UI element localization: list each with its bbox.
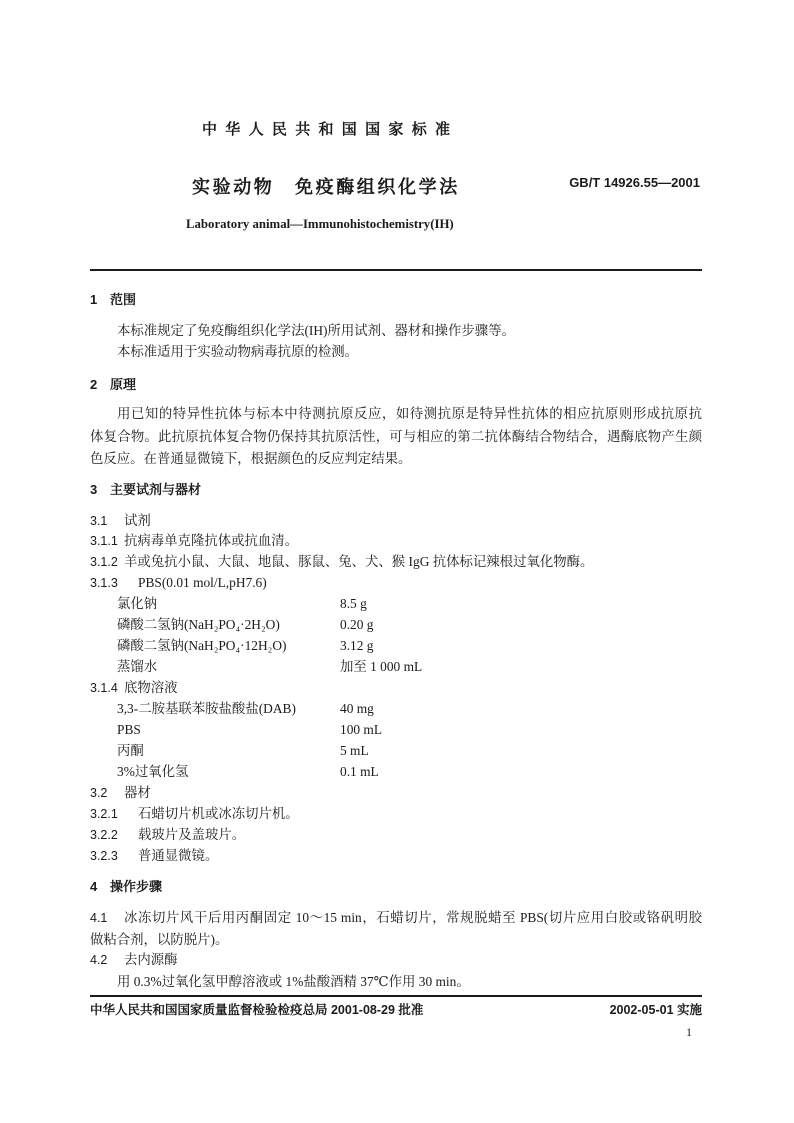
footer-approval: 中华人民共和国国家质量监督检验检疫总局 2001-08-29 批准	[90, 1003, 424, 1017]
section-4-title: 操作步骤	[110, 879, 163, 894]
reagent-row-name: 3,3-二胺基联苯胺盐酸盐(DAB)	[117, 701, 296, 716]
item-3-2-2-number: 3.2.2	[90, 828, 118, 842]
item-3-1-2-number: 3.1.2	[90, 555, 118, 569]
item-3-1-2-text: 羊或兔抗小鼠、大鼠、地鼠、豚鼠、兔、犬、猴 IgG 抗体标记辣根过氧化物酶。	[124, 554, 594, 569]
section-2-line-3: 色反应。在普通显微镜下，根据颜色的反应判定结果。	[90, 451, 412, 466]
document-title-en: Laboratory animal—Immunohistochemistry(IH)	[186, 217, 454, 231]
item-4-1-line-1: 冰冻切片风干后用丙酮固定 10～15 min，石蜡切片，常规脱蜡至 PBS(切片应用白胶或铬矾明胶	[124, 910, 702, 925]
item-3-2-3-text: 普通显微镜。	[138, 848, 219, 863]
section-2-number: 2	[90, 377, 98, 392]
page-number: 1	[686, 1025, 692, 1039]
section-2-line-1: 用已知的特异性抗体与标本中待测抗原反应，如待测抗原是特异性抗体的相应抗原则形成抗原抗	[117, 406, 702, 421]
reagent-row-name: 丙酮	[117, 743, 144, 758]
footer-rule	[90, 995, 702, 997]
header-rule	[90, 269, 702, 271]
reagent-row-name: 3%过氧化氢	[117, 764, 189, 779]
section-1-line-1: 本标准规定了免疫酶组织化学法(IH)所用试剂、器材和操作步骤等。	[117, 323, 515, 338]
reagent-row-name: PBS	[117, 722, 141, 737]
section-3-title: 主要试剂与器材	[110, 482, 202, 497]
section-3-number: 3	[90, 482, 98, 497]
standard-type-heading: 中华人民共和国国家标准	[202, 121, 459, 138]
reagent-row-amount: 5 mL	[340, 743, 369, 758]
item-3-1-3-number: 3.1.3	[90, 576, 118, 590]
reagent-row-name: 氯化钠	[117, 596, 158, 611]
reagent-row-name: 磷酸二氢钠(NaH₂PO₄·12H₂O)	[117, 638, 287, 653]
reagent-row-amount: 0.1 mL	[340, 764, 379, 779]
item-3-1-3-text: PBS(0.01 mol/L,pH7.6)	[138, 575, 267, 590]
section-3-2-number: 3.2	[90, 786, 108, 800]
item-4-2-number: 4.2	[90, 953, 108, 967]
item-3-2-3-number: 3.2.3	[90, 849, 118, 863]
section-1-number: 1	[90, 292, 98, 307]
item-3-2-2-text: 载玻片及盖玻片。	[138, 827, 246, 842]
section-1-line-2: 本标准适用于实验动物病毒抗原的检测。	[117, 344, 359, 359]
section-3-2-title: 器材	[124, 785, 151, 800]
item-3-1-4-text: 底物溶液	[124, 680, 178, 695]
reagent-row-amount: 100 mL	[340, 722, 383, 737]
item-4-2-line-1: 用 0.3%过氧化氢甲醇溶液或 1%盐酸酒精 37℃作用 30 min。	[117, 974, 470, 989]
document-title-cn: 实验动物 免疫酶组织化学法	[192, 177, 460, 197]
reagent-row-name: 蒸馏水	[117, 659, 158, 674]
item-3-1-1-text: 抗病毒单克隆抗体或抗血清。	[124, 533, 299, 548]
section-1-title: 范围	[110, 292, 137, 307]
reagent-row-amount: 40 mg	[340, 701, 374, 716]
item-3-2-1-text: 石蜡切片机或冰冻切片机。	[138, 806, 299, 821]
item-3-2-1-number: 3.2.1	[90, 807, 118, 821]
footer-effective-date: 2002-05-01 实施	[609, 1003, 702, 1017]
reagent-row-name: 磷酸二氢钠(NaH₂PO₄·2H₂O)	[117, 617, 280, 632]
section-4-number: 4	[90, 879, 98, 894]
section-3-1-title: 试剂	[124, 513, 151, 528]
section-3-1-number: 3.1	[90, 514, 108, 528]
reagent-row-amount: 加至 1 000 mL	[340, 659, 423, 674]
item-4-1-number: 4.1	[90, 911, 108, 925]
item-4-1-line-2: 做粘合剂，以防脱片)。	[90, 932, 229, 947]
section-2-title: 原理	[110, 377, 137, 392]
reagent-row-amount: 3.12 g	[340, 638, 374, 653]
item-3-1-4-number: 3.1.4	[90, 681, 118, 695]
item-4-2-title: 去内源酶	[124, 952, 178, 967]
reagent-row-amount: 8.5 g	[340, 596, 367, 611]
item-3-1-1-number: 3.1.1	[90, 534, 118, 548]
section-2-line-2: 体复合物。此抗原抗体复合物仍保持其抗原活性，可与相应的第二抗体酶结合物结合，遇酶底物产生颜	[90, 429, 702, 444]
standard-code: GB/T 14926.55—2001	[569, 175, 700, 190]
reagent-row-amount: 0.20 g	[340, 617, 374, 632]
